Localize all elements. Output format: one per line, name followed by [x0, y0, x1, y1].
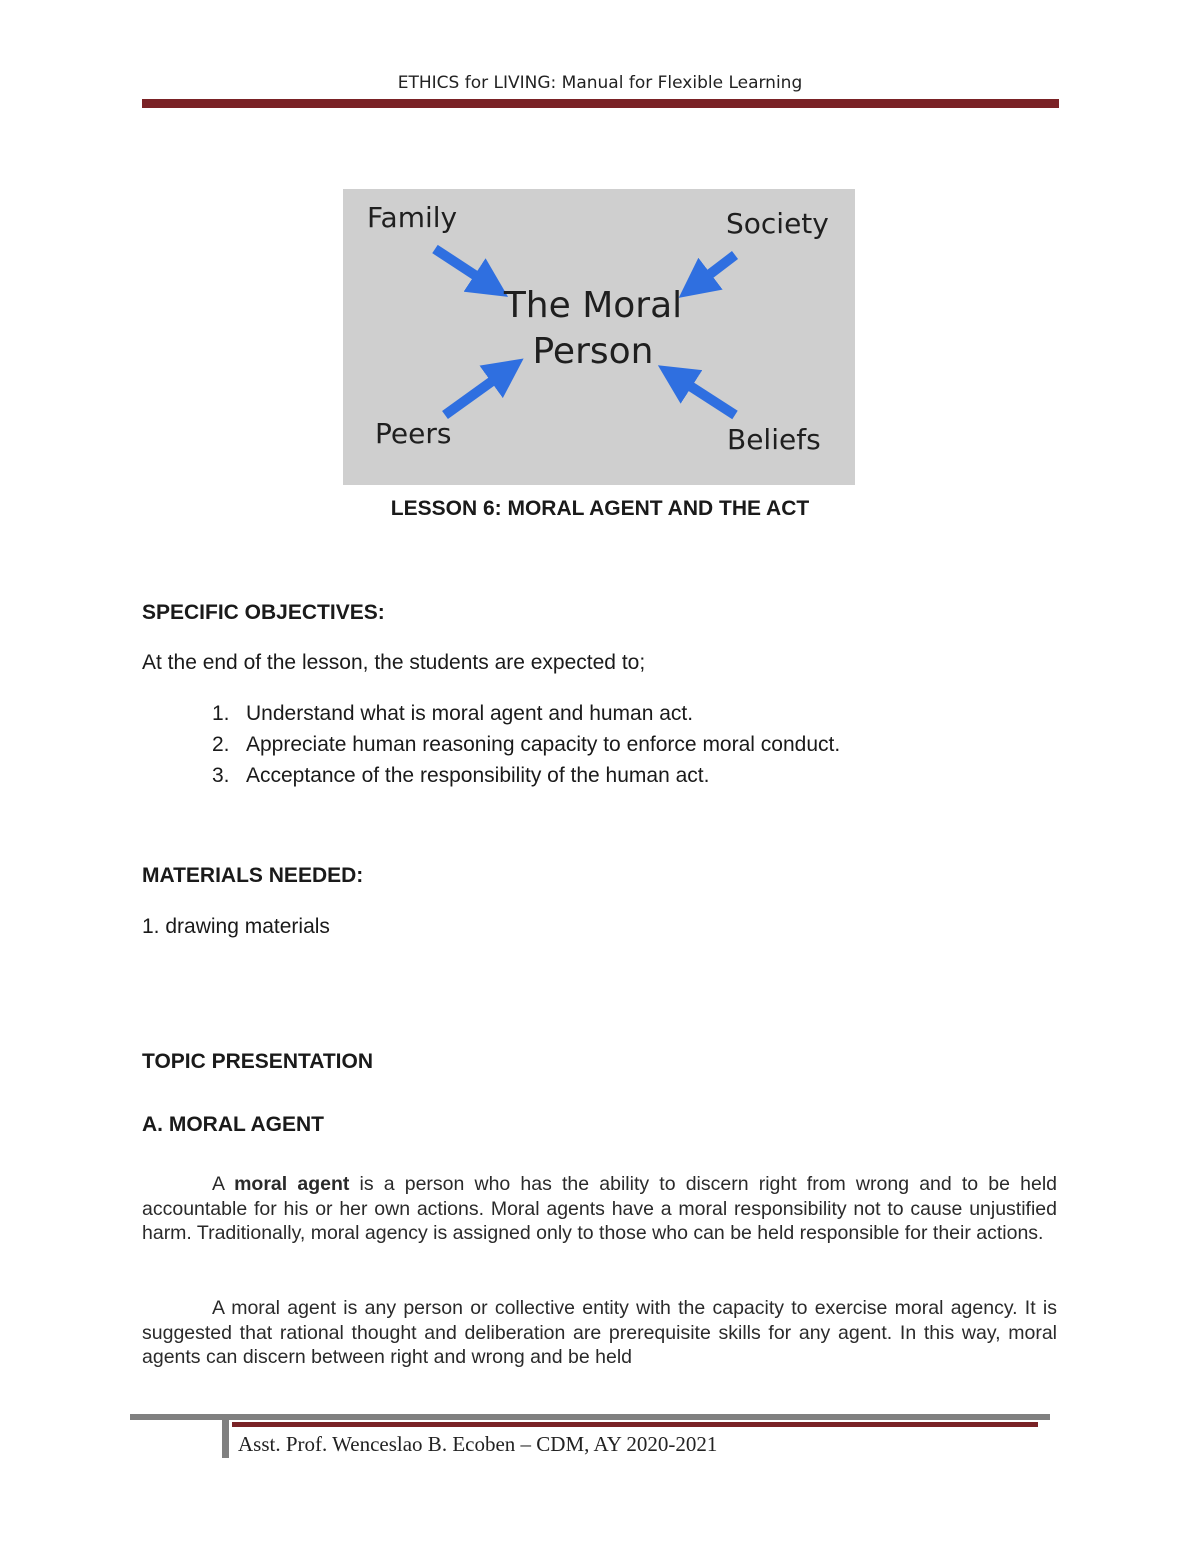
- running-header: ETHICS for LIVING: Manual for Flexible Learning: [397, 73, 803, 93]
- footer-divider: [222, 1414, 229, 1458]
- materials-item: 1. drawing materials: [142, 915, 330, 938]
- list-item: 2. Appreciate human reasoning capacity to enforce moral conduct.: [212, 733, 841, 756]
- term-moral-agent: moral agent: [234, 1173, 350, 1195]
- footer-author: Asst. Prof. Wenceslao B. Ecoben – CDM, AY 2020-2021: [238, 1432, 718, 1456]
- label-beliefs: Beliefs: [727, 423, 821, 456]
- label-society: Society: [726, 207, 829, 240]
- lesson-title: LESSON 6: MORAL AGENT AND THE ACT: [390, 497, 810, 520]
- objectives-heading: SPECIFIC OBJECTIVES:: [142, 601, 385, 624]
- arrow-peers: [445, 369, 509, 415]
- center-line-2: Person: [532, 331, 654, 372]
- list-item: 3. Acceptance of the responsibility of the human act.: [212, 764, 710, 787]
- paragraph-2: A moral agent is any person or collective entity with the capacity to exercise moral agency. It is suggested that rational thought and deliberation are prerequisite skills for any agent. In this way, moral agents can discern between right and wrong and be held: [142, 1297, 1057, 1369]
- arrow-family: [435, 249, 493, 287]
- list-item: 1. Understand what is moral agent and human act.: [212, 702, 694, 725]
- diagram-center-text: [473, 283, 713, 375]
- header-rule: [142, 99, 1059, 108]
- label-family: Family: [367, 201, 458, 234]
- paragraph-1: A moral agent is a person who has the ability to discern right from wrong and to be held accountable for his or her own actions. Moral agents have a moral responsibility not to cause unjustified harm. Traditionally, moral agency is assigned only to those who can be held responsible for their actions.: [142, 1173, 1057, 1245]
- objectives-list: [212, 701, 840, 794]
- footer-accent-rule: [232, 1422, 1038, 1427]
- footer-rule: [130, 1414, 1050, 1420]
- moral-person-diagram: [343, 189, 855, 485]
- objectives-intro: At the end of the lesson, the students are expected to;: [142, 651, 646, 674]
- section-heading-moral-agent: A. MORAL AGENT: [142, 1113, 324, 1136]
- materials-heading: MATERIALS NEEDED:: [142, 864, 364, 887]
- label-peers: Peers: [375, 417, 452, 450]
- arrow-beliefs: [673, 375, 735, 415]
- center-line-1: The Moral: [503, 285, 683, 326]
- topic-heading: TOPIC PRESENTATION: [142, 1050, 374, 1073]
